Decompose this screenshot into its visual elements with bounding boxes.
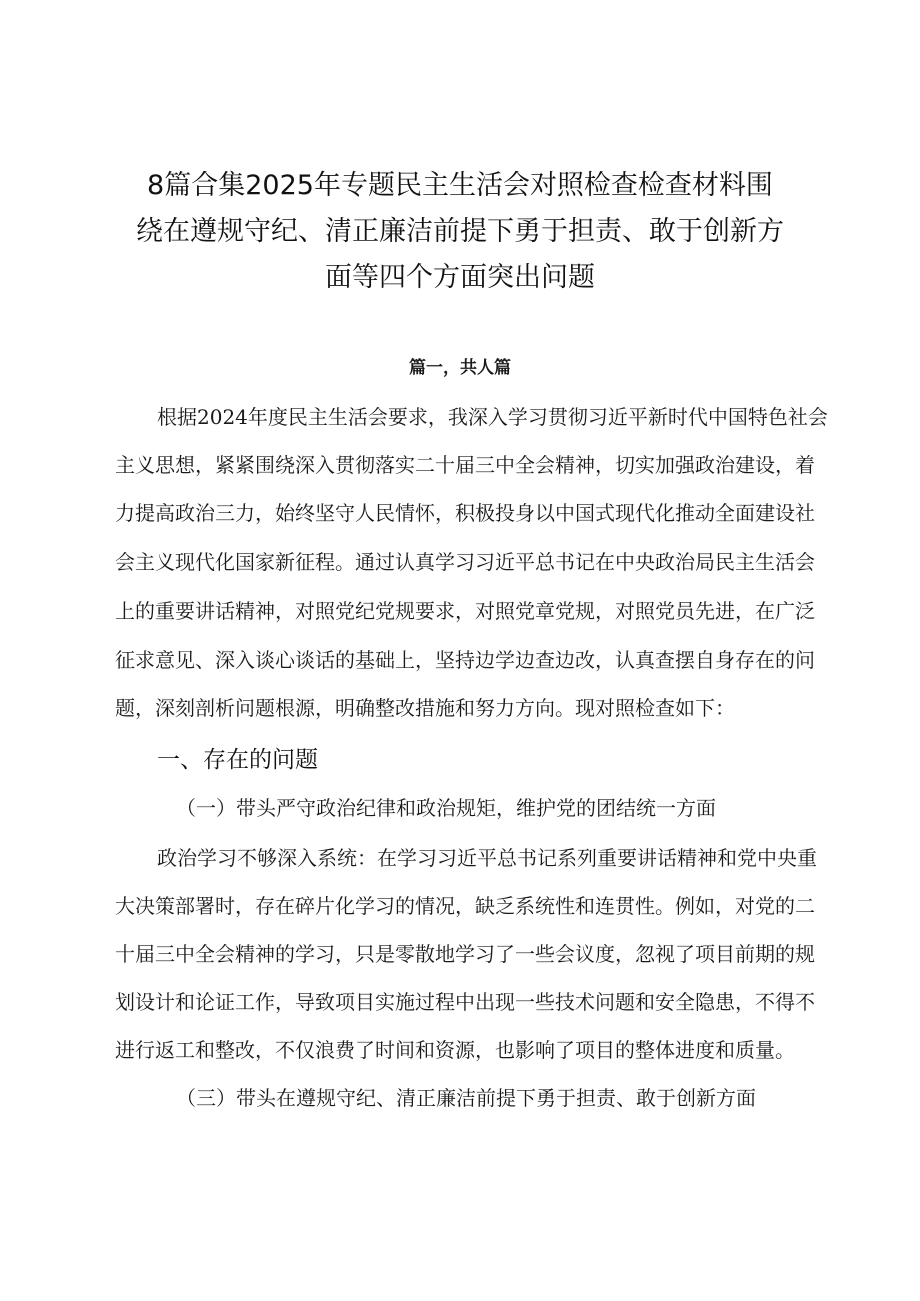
section-heading-problems: 一、存在的问题 — [157, 747, 318, 773]
subsection-heading-3: （三）带头在遵规守纪、清正廉洁前提下勇于担责、敢于创新方面 — [176, 1086, 756, 1110]
intro-line-5: 上的重要讲话精神，对照党纪党规要求，对照党章党规，对照党员先进，在广泛 — [115, 599, 815, 623]
body-line-1: 政治学习不够深入系统：在学习习近平总书记系列重要讲话精神和党中央重 — [157, 846, 817, 870]
intro-line-1: 根据2024年度民主生活会要求，我深入学习贯彻习近平新时代中国特色社会 — [157, 405, 828, 429]
document-title-line-3: 面等四个方面突出问题 — [325, 262, 595, 293]
body-line-2: 大决策部署时，存在碎片化学习的情况，缺乏系统性和连贯性。例如，对党的二 — [115, 894, 815, 918]
intro-line-2: 主义思想，紧紧围绕深入贯彻落实二十届三中全会精神，切实加强政治建设，着 — [115, 453, 815, 477]
intro-line-7: 题，深刻剖析问题根源，明确整改措施和努力方向。现对照检查如下： — [115, 696, 735, 720]
body-line-3: 十届三中全会精神的学习，只是零散地学习了一些会议度，忽视了项目前期的规 — [115, 942, 815, 966]
body-line-5: 进行返工和整改，不仅浪费了时间和资源，也影响了项目的整体进度和质量。 — [115, 1038, 795, 1062]
document-title-line-1: 8篇合集2025年专题民主生活会对照检查检查材料围 — [147, 170, 773, 201]
document-title-line-2: 绕在遵规守纪、清正廉洁前提下勇于担责、敢于创新方 — [136, 216, 784, 247]
section-subtitle: 篇一，共人篇 — [409, 358, 511, 378]
body-line-4: 划设计和论证工作，导致项目实施过程中出现一些技术问题和安全隐患，不得不 — [115, 990, 815, 1014]
subsection-heading-1: （一）带头严守政治纪律和政治规矩，维护党的团结统一方面 — [176, 796, 716, 820]
intro-line-3: 力提高政治三力，始终坚守人民情怀，积极投身以中国式现代化推动全面建设社 — [115, 501, 815, 525]
intro-line-6: 征求意见、深入谈心谈话的基础上，坚持边学边查边改，认真查摆自身存在的问 — [115, 648, 815, 672]
intro-line-4: 会主义现代化国家新征程。通过认真学习习近平总书记在中央政治局民主生活会 — [115, 550, 815, 574]
